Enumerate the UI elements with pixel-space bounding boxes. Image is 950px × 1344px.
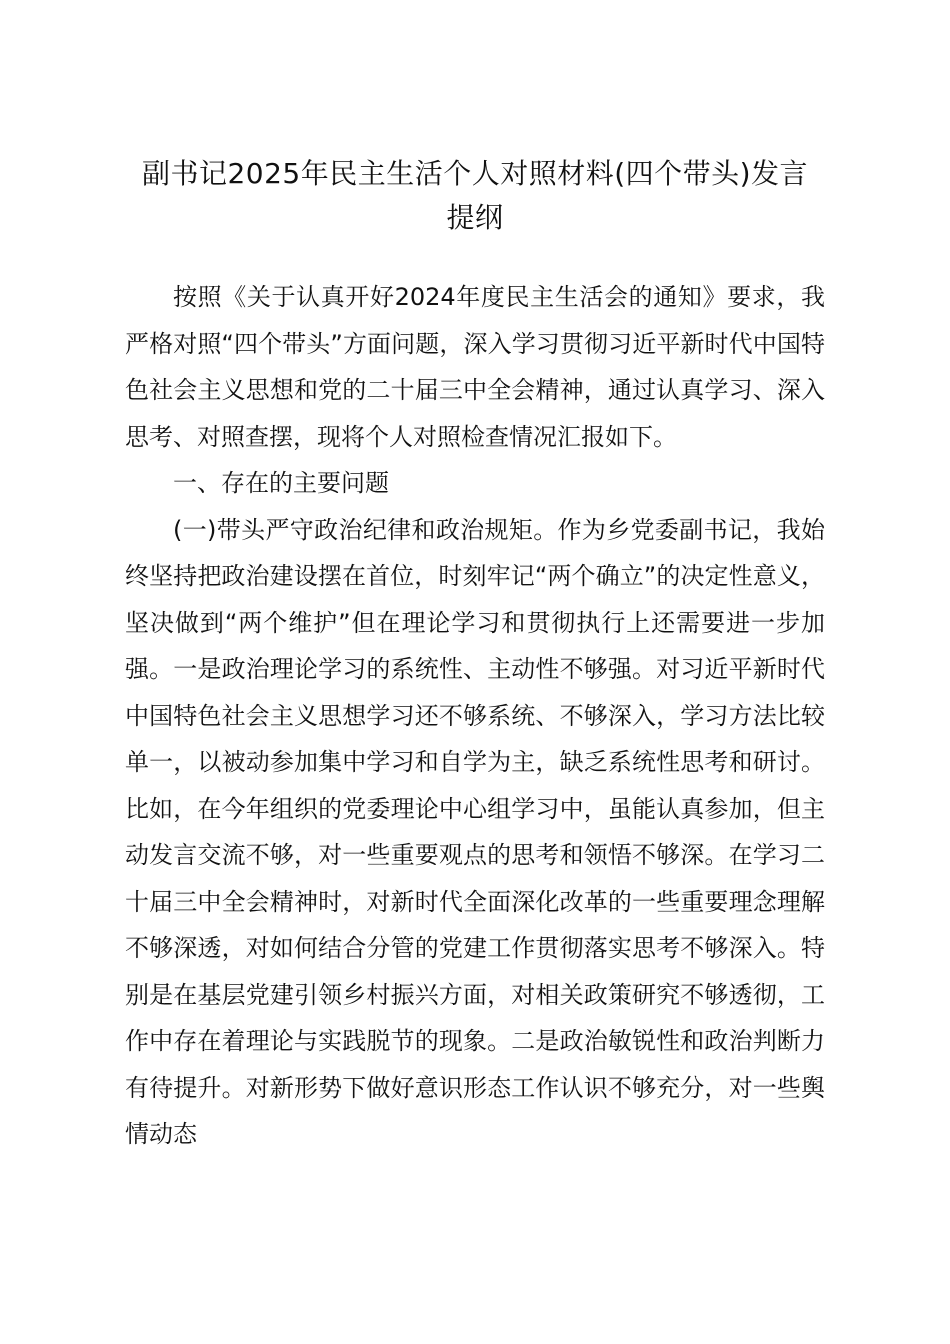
document-body xyxy=(125,274,825,1158)
title-line-1: 副书记2025年民主生活个人对照材料(四个带头)发言 xyxy=(141,157,809,190)
intro-paragraph: 按照《关于认真开好2024年度民主生活会的通知》要求，我严格对照“四个带头”方面问题，深入学习贯彻习近平新时代中国特色社会主义思想和党的二十届三中全会精神，通过认真学习、深入思考、对照查摆，现将个人对照检查情况汇报如下。 xyxy=(125,283,825,451)
section-heading: 一、存在的主要问题 xyxy=(173,469,389,497)
document-title xyxy=(125,152,825,240)
body-paragraph: (一)带头严守政治纪律和政治规矩。作为乡党委副书记，我始终坚持把政治建设摆在首位，时刻牢记“两个确立”的决定性意义，坚决做到“两个维护”但在理论学习和贯彻执行上还需要进一步加强。一是政治理论学习的系统性、主动性不够强。对习近平新时代中国特色社会主义思想学习还不够系统、不够深入，学习方法比较单一，以被动参加集中学习和自学为主，缺乏系统性思考和研讨。比如，在今年组织的党委理论中心组学习中，虽能认真参加，但主动发言交流不够，对一些重要观点的思考和领悟不够深。在学习二十届三中全会精神时，对新时代全面深化改革的一些重要理念理解不够深透，对如何结合分管的党建工作贯彻落实思考不够深入。特别是在基层党建引领乡村振兴方面，对相关政策研究不够透彻，工作中存在着理论与实践脱节的现象。二是政治敏锐性和政治判断力有待提升。对新形势下做好意识形态工作认识不够充分，对一些舆情动态 xyxy=(125,515,825,1148)
title-line-2: 提纲 xyxy=(446,201,504,234)
